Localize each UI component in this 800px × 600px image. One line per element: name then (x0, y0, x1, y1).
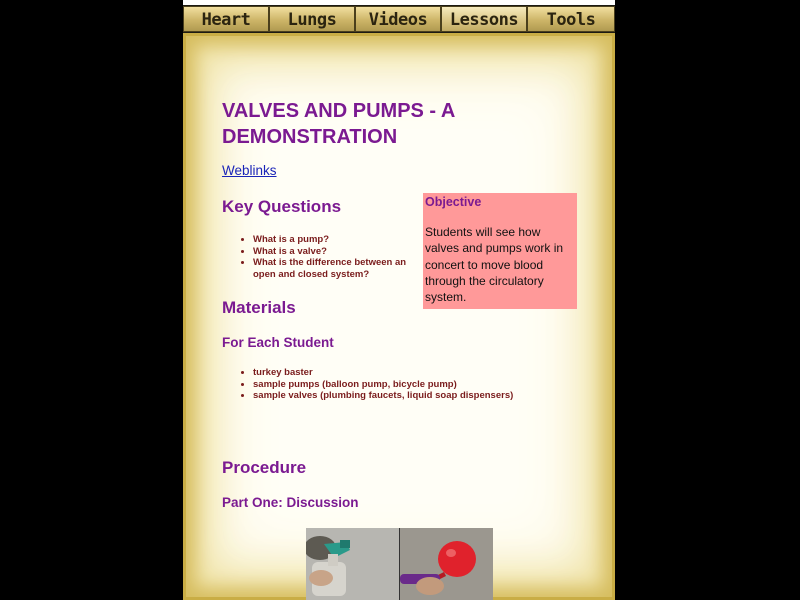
list-item: • What is a valve? (253, 246, 429, 258)
procedure-heading: Procedure (222, 458, 307, 477)
list-item: • What is a pump? (253, 234, 429, 246)
materials-heading: Materials (222, 298, 296, 317)
for-each-student-heading: For Each Student (222, 335, 334, 350)
top-nav (183, 5, 615, 33)
weblinks-link[interactable]: Weblinks (222, 163, 277, 178)
tab-lessons[interactable]: Lessons (441, 6, 527, 32)
list-item: • sample pumps (balloon pump, bicycle pump) (253, 379, 583, 391)
spray-bottle-image (306, 528, 399, 600)
tab-tools[interactable]: Tools (527, 6, 615, 32)
page-title: VALVES AND PUMPS - A DEMONSTRATION (222, 100, 455, 148)
objective-box (423, 193, 577, 309)
list-item: • What is the difference between an open and closed system? (253, 257, 429, 280)
materials-list (242, 367, 583, 402)
part-one-heading: Part One: Discussion (222, 495, 359, 510)
lesson-body (222, 60, 612, 600)
objective-heading: Objective (425, 195, 482, 209)
balloon-pump-photo (400, 528, 493, 600)
key-questions-heading: Key Questions (222, 197, 342, 216)
tab-lungs[interactable]: Lungs (269, 6, 355, 32)
key-questions-list (242, 234, 429, 280)
tab-videos[interactable]: Videos (355, 6, 441, 32)
objective-text: Students will see how valves and pumps work in concert to move blood through the circulatory system. (425, 225, 564, 305)
list-item: • turkey baster (253, 367, 583, 379)
spray-bottle-photo (306, 528, 399, 600)
balloon-pump-image (400, 528, 493, 600)
lesson-page (183, 0, 615, 600)
list-item: • sample valves (plumbing faucets, liquid soap dispensers) (253, 390, 583, 402)
tab-heart[interactable]: Heart (183, 6, 269, 32)
